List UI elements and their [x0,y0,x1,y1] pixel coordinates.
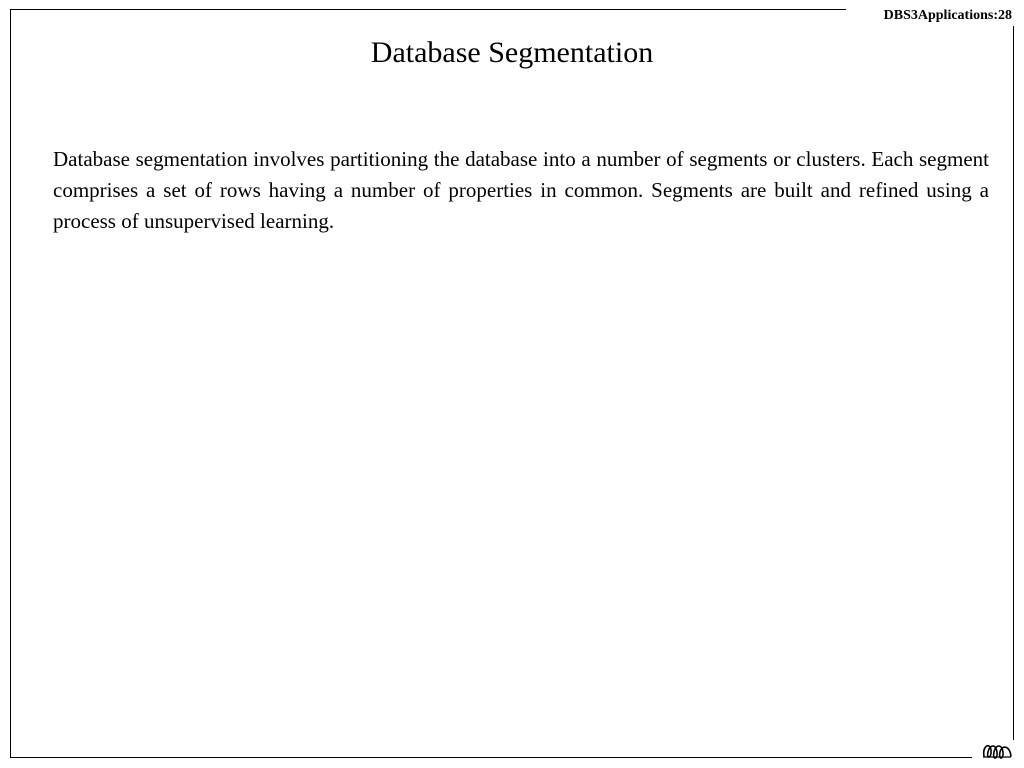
slide-frame [10,9,1014,758]
slide-reference-label: DBS3Applications:28 [883,8,1012,23]
slide-title: Database Segmentation [370,36,654,69]
ribbon-logo-icon [980,738,1014,762]
slide-body-text: Database segmentation involves partitioning the database into a number of segments or clusters. Each segment comprises a set of rows having a number of properties in common. Segments are built and refined using a process of unsupervised learning. [53,147,989,233]
